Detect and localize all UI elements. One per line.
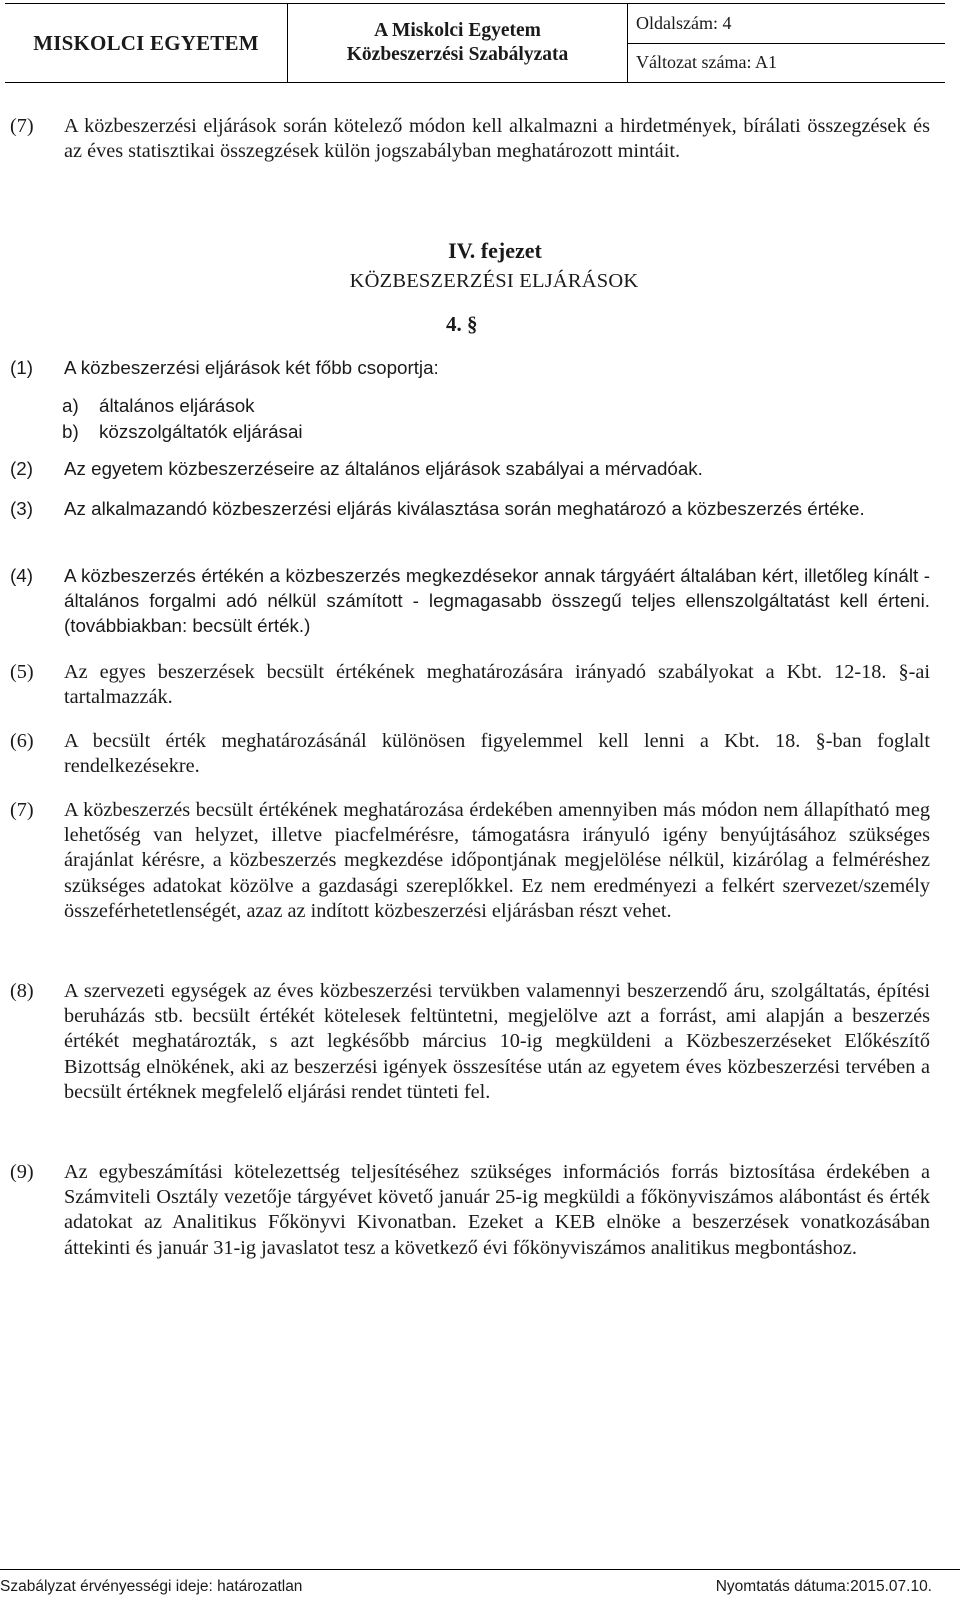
paragraph-8 [10,979,930,1105]
paragraph-number: (7) [10,115,34,137]
document-title-line2: Közbeszerzési Szabályzata [346,44,569,65]
paragraph-7-intro [10,114,930,164]
paragraph-6 [10,729,930,779]
chapter-number: IV. fejezet [448,238,542,263]
list-marker: a) [62,395,79,416]
list-item-text: általános eljárások [99,395,255,416]
paragraph-number: (8) [10,980,34,1002]
document-title [288,4,628,82]
list-item [62,419,762,445]
paragraph-number: (2) [10,458,33,479]
paragraph-2 [10,456,930,481]
page-number: Oldalszám: 4 [636,12,732,33]
paragraph-text: A közbeszerzés becsült értékének meghatározása érdekében amennyiben más módon nem állapítható meg lehetőség van helyzet, illetve piacfelmérésre, támogatásra irányuló igény benyújtásához szükséges árajánlat kérésre, a közbeszerzés megkezdése időpontjának megjelölése nélkül, kizárólag a felméréshez szükséges adatokat közölve a gazdasági szereplőkkel. Ez nem eredményezi a felkért szervezet/személy összeférhetetlenségét, azaz az indított közbeszerzési eljárásban részt vehet. [64,799,930,922]
paragraph-number: (9) [10,1161,34,1183]
paragraph-4 [10,563,930,639]
list-marker: b) [62,420,79,442]
paragraph-text: A közbeszerzés értékén a közbeszerzés megkezdésekor annak tárgyáért általában kért, illetőleg kínált - általános forgalmi adó nélkül számított - legmagasabb összegű teljes ellenszolgáltatást kell érteni. (továbbiakban: becsült érték.) [64,565,930,637]
paragraph-number: (1) [10,357,33,378]
paragraph-text: Az alkalmazandó közbeszerzési eljárás kiválasztása során meghatározó a közbeszerzés értéke. [64,498,865,519]
chapter-title: KÖZBESZERZÉSI ELJÁRÁSOK [349,270,639,292]
paragraph-1 [10,355,930,380]
paragraph-number: (4) [10,565,33,586]
paragraph-text: A becsült érték meghatározásánál különösen figyelemmel kell lenni a Kbt. 18. §-ban foglalt rendelkezésekre. [64,730,930,778]
paragraph-5 [10,660,930,710]
paragraph-number: (5) [10,661,34,683]
list-item [62,393,762,419]
list-item-text: közszolgáltatók eljárásai [99,420,303,442]
paragraph-3 [10,496,930,521]
validity-period: Szabályzat érvényességi ideje: határozatlan [0,1578,303,1595]
paragraph-9 [10,1160,930,1261]
paragraph-text: A közbeszerzési eljárások két főbb csoportja: [64,357,439,378]
document-title-line1: A Miskolci Egyetem [374,20,541,41]
document-meta [628,4,945,82]
section-heading: 4. § [446,312,478,336]
procedure-groups-list [62,393,762,444]
paragraph-text: A szervezeti egységek az éves közbeszerzési tervükben valamennyi beszerzendő áru, szolgáltatás, építési beruházás stb. becsült értékét kötelesek feltüntetni, megjelölve azt a forrást, ami alapján a beszerzés értékét meghatározták, s azt legkésőbb március 10-ig megküldeni a Közbeszerzéseket Előkészítő Bizottság elnökének, aki az beszerzési igények összesítése után az egyetem éves közbeszerzési tervében a becsült értéknek megfelelő eljárási rendet tünteti fel. [64,980,930,1103]
page-header [5,3,945,83]
page-footer [0,1569,960,1601]
paragraph-7 [10,798,930,924]
paragraph-text: Az egyetem közbeszerzéseire az általános eljárások szabályai a mérvadóak. [64,458,703,479]
paragraph-number: (3) [10,498,33,519]
version-number: Változat száma: A1 [628,43,945,83]
paragraph-number: (6) [10,730,34,752]
paragraph-text: Az egyes beszerzések becsült értékének meghatározására irányadó szabályokat a Kbt. 12-18. §-ai tartalmazzák. [64,661,930,709]
paragraph-number: (7) [10,799,34,821]
paragraph-text: Az egybeszámítási kötelezettség teljesítéséhez szükséges információs forrás biztosítása érdekében a Számviteli Osztály vezetője tárgyévet követő január 25-ig megküldi a főkönyviszámos alábontást és érték adatokat az Analitikus Főkönyvi Kivonatban. Ezeket a KEB elnöke a beszerzések vonatkozásában áttekinti és január 31-ig javaslatot tesz a következő évi főkönyviszámos analitikus megbontáshoz. [64,1161,930,1259]
print-date: Nyomtatás dátuma:2015.07.10. [715,1578,932,1595]
paragraph-text: A közbeszerzési eljárások során kötelező módon kell alkalmazni a hirdetmények, bírálati összegzések és az éves statisztikai összegzések külön jogszabályban meghatározott mintáit. [64,115,930,163]
university-name: MISKOLCI EGYETEM [5,4,288,82]
